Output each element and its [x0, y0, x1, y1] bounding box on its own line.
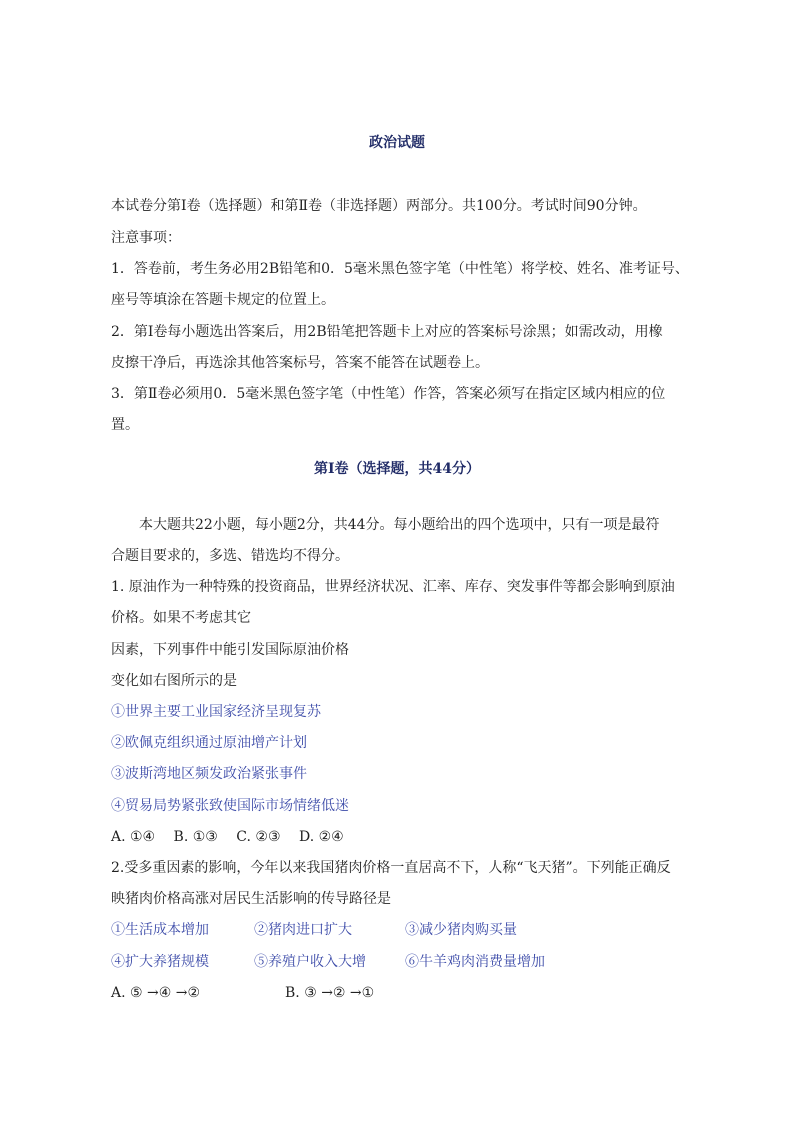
notice-heading: 注意事项： [111, 230, 181, 246]
question-2-option-b: B. ③ →② →① [285, 985, 375, 1001]
section-intro-line: 合题目要求的，多选、错选均不得分。 [111, 548, 349, 564]
question-1-stem: 价格。如果不考虑其它 [111, 610, 251, 626]
question-2-item: ⑤养殖户收入大增 [254, 954, 366, 970]
notice-line: 皮擦干净后，再选涂其他答案标号，答案不能答在试题卷上。 [111, 355, 489, 371]
question-1-stem: 变化如右图所示的是 [111, 673, 237, 689]
question-2-item: ②猪肉进口扩大 [254, 922, 352, 938]
notice-line: 座号等填涂在答题卡规定的位置上。 [111, 292, 335, 308]
section-intro-line: 本大题共22小题，每小题2分，共44分。每小题给出的四个选项中，只有一项是最符 [139, 517, 660, 533]
question-2-item: ③减少猪肉购买量 [405, 922, 517, 938]
question-1-item: ②欧佩克组织通过原油增产计划 [111, 735, 307, 751]
question-2-item: ④扩大养猪规模 [111, 954, 209, 970]
question-1-item: ④贸易局势紧张致使国际市场情绪低迷 [111, 798, 349, 814]
question-1-answers: A. ①④ B. ①③ C. ②③ D. ②④ [111, 829, 344, 845]
question-1-item: ③波斯湾地区频发政治紧张事件 [111, 766, 307, 782]
question-2-item: ⑥牛羊鸡肉消费量增加 [405, 954, 545, 970]
page-title: 政治试题 [369, 135, 425, 151]
question-1-stem: 因素，下列事件中能引发国际原油价格 [111, 642, 349, 658]
notice-line: 3．第Ⅱ卷必须用0．5毫米黑色签字笔（中性笔）作答，答案必须写在指定区域内相应的位 [111, 386, 666, 402]
question-1-stem: 1. 原油作为一种特殊的投资商品，世界经济状况、汇率、库存、突发事件等都会影响到原油 [111, 579, 675, 595]
notice-line: 2．第Ⅰ卷每小题选出答案后，用2B铅笔把答题卡上对应的答案标号涂黑；如需改动，用橡 [111, 324, 663, 340]
question-2-option-a: A. ⑤ →④ →② [111, 985, 201, 1001]
section-title: 第Ⅰ卷（选择题，共44分） [313, 461, 481, 477]
question-2-stem: 映猪肉价格高涨对居民生活影响的传导路径是 [111, 891, 391, 907]
exam-intro: 本试卷分第Ⅰ卷（选择题）和第Ⅱ卷（非选择题）两部分。共100分。考试时间90分钟。 [111, 198, 647, 214]
notice-line: 置。 [111, 417, 139, 433]
notice-line: 1．答卷前，考生务必用2B铅笔和0．5毫米黑色签字笔（中性笔）将学校、姓名、准考证号、 [111, 261, 689, 277]
question-2-stem: 2.受多重因素的影响，今年以来我国猪肉价格一直居高不下，人称“飞天猪”。下列能正确反 [111, 860, 671, 876]
question-2-item: ①生活成本增加 [111, 922, 209, 938]
question-1-item: ①世界主要工业国家经济呈现复苏 [111, 704, 321, 720]
